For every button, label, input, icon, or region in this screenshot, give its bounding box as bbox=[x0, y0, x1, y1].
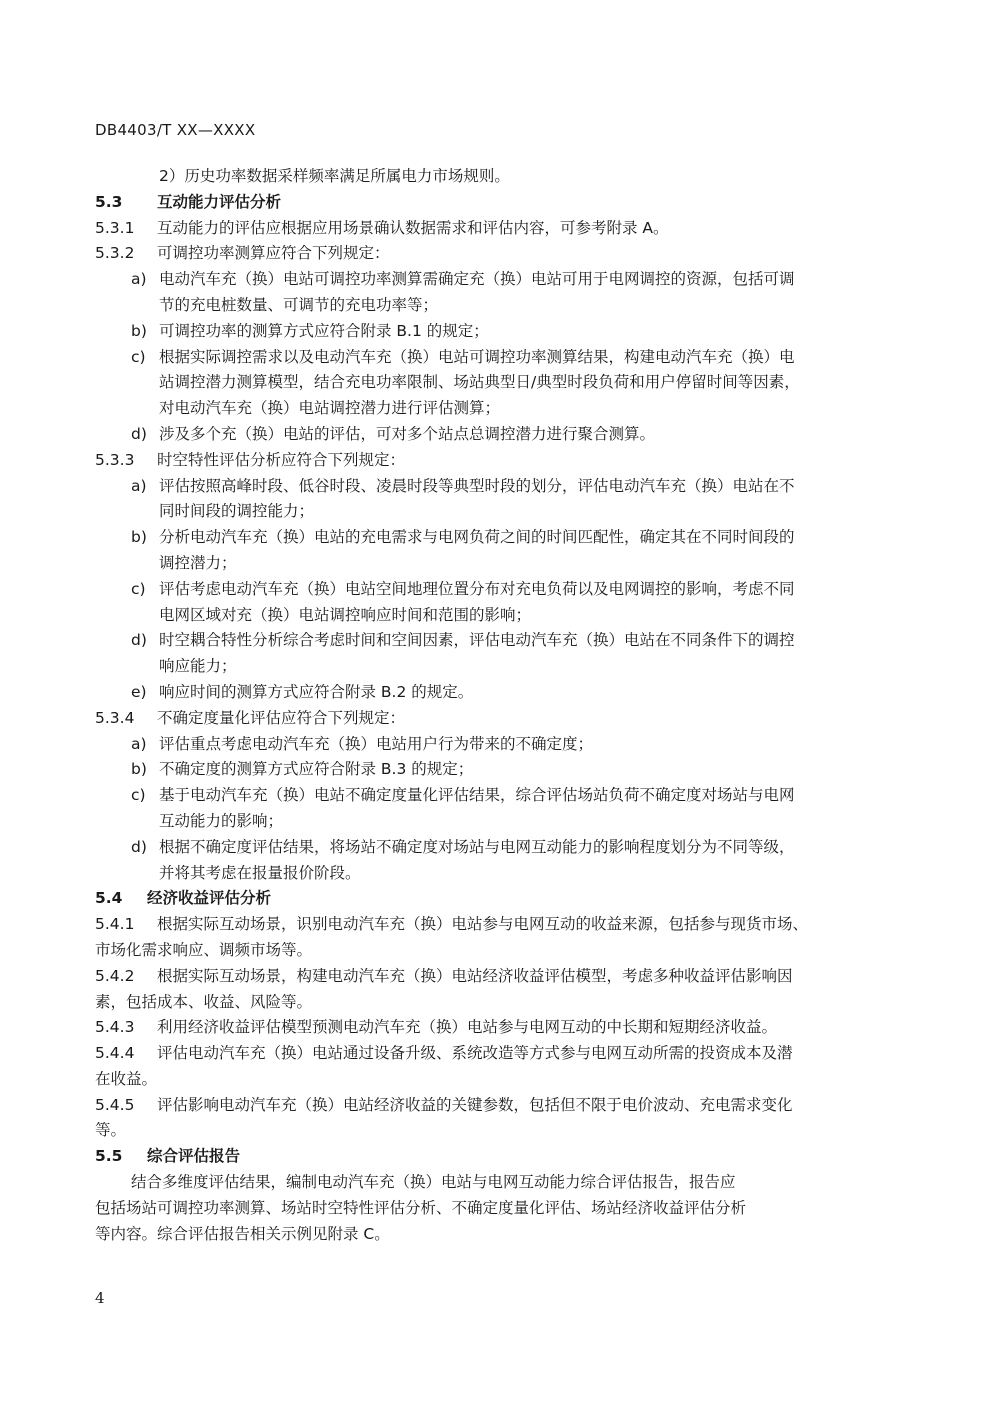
list-text: 分析电动汽车充（换）电站的充电需求与电网负荷之间的时间匹配性，确定其在不同时间段的 bbox=[159, 528, 795, 547]
list-item bbox=[95, 474, 885, 526]
list-label: b) bbox=[131, 321, 147, 340]
list-text: 根据不确定度评估结果，将场站不确定度对场站与电网互动能力的影响程度划分为不同等级， bbox=[159, 837, 795, 856]
list-item bbox=[95, 628, 885, 680]
document-body bbox=[95, 164, 885, 1247]
clause-number: 5.4.5 bbox=[95, 1095, 135, 1114]
list-label: c) bbox=[131, 347, 146, 366]
clause-5-3-2 bbox=[95, 241, 885, 267]
list-label: d) bbox=[131, 424, 147, 443]
list-item bbox=[95, 757, 885, 783]
list-text-cont: 站调控潜力测算模型，结合充电功率限制、场站典型日/典型时段负荷和用户停留时间等因素， bbox=[159, 373, 800, 392]
list-text: 可调控功率的测算方式应符合附录 B.1 的规定； bbox=[159, 321, 489, 340]
section-title: 互动能力评估分析 bbox=[157, 192, 282, 211]
section-5-4-heading bbox=[95, 886, 885, 912]
clause-text: 评估电动汽车充（换）电站通过设备升级、系统改造等方式参与电网互动所需的投资成本及潜 bbox=[157, 1044, 793, 1063]
clause-5-4-4 bbox=[95, 1041, 885, 1067]
list-text: 响应时间的测算方式应符合附录 B.2 的规定。 bbox=[159, 682, 474, 701]
list-label: d) bbox=[131, 837, 147, 856]
clause-5-4-5 bbox=[95, 1093, 885, 1119]
clause-text-cont: 等。 bbox=[95, 1121, 127, 1140]
list-text: 评估重点考虑电动汽车充（换）电站用户行为带来的不确定度； bbox=[159, 734, 594, 753]
page-number: 4 bbox=[95, 1289, 105, 1307]
clause-number: 5.3.3 bbox=[95, 450, 135, 469]
list-text-cont: 同时间段的调控能力； bbox=[159, 502, 315, 521]
clause-text: 可调控功率测算应符合下列规定： bbox=[157, 244, 390, 263]
list-text-cont: 并将其考虑在报量报价阶段。 bbox=[159, 863, 361, 882]
clause-5-4-2 bbox=[95, 964, 885, 990]
clause-text: 根据实际互动场景，构建电动汽车充（换）电站经济收益评估模型，考虑多种收益评估影响因 bbox=[157, 966, 793, 985]
list-item bbox=[95, 835, 885, 887]
list-text-cont: 电网区域对充（换）电站调控响应时间和范围的影响； bbox=[159, 605, 532, 624]
list-label: a) bbox=[131, 270, 147, 289]
clause-number: 5.4.2 bbox=[95, 966, 135, 985]
clause-text-cont: 素，包括成本、收益、风险等。 bbox=[95, 992, 313, 1011]
paragraph-text: 结合多维度评估结果，编制电动汽车充（换）电站与电网互动能力综合评估报告，报告应 bbox=[131, 1173, 736, 1192]
list-item bbox=[95, 680, 885, 706]
list-text: 评估按照高峰时段、低谷时段、凌晨时段等典型时段的划分，评估电动汽车充（换）电站在不 bbox=[159, 476, 795, 495]
paragraph-text-cont: 包括场站可调控功率测算、场站时空特性评估分析、不确定度量化评估、场站经济收益评估分析 bbox=[95, 1198, 747, 1217]
paragraph-text-cont: 等内容。综合评估报告相关示例见附录 C。 bbox=[95, 1224, 390, 1243]
list-text: 涉及多个充（换）电站的评估，可对多个站点总调控潜力进行聚合测算。 bbox=[159, 424, 656, 443]
clause-text: 根据实际互动场景，识别电动汽车充（换）电站参与电网互动的收益来源，包括参与现货市场、 bbox=[157, 915, 809, 934]
list-label: c) bbox=[131, 786, 146, 805]
clause-text: 利用经济收益评估模型预测电动汽车充（换）电站参与电网互动的中长期和短期经济收益。 bbox=[157, 1018, 778, 1037]
list-text: 评估考虑电动汽车充（换）电站空间地理位置分布对充电负荷以及电网调控的影响，考虑不同 bbox=[159, 579, 795, 598]
list-text-cont: 调控潜力； bbox=[159, 553, 237, 572]
list-text: 基于电动汽车充（换）电站不确定度量化评估结果，综合评估场站负荷不确定度对场站与电网 bbox=[159, 786, 795, 805]
list-text: 时空耦合特性分析综合考虑时间和空间因素，评估电动汽车充（换）电站在不同条件下的调控 bbox=[159, 631, 795, 650]
list-text-cont: 节的充电桩数量、可调节的充电功率等； bbox=[159, 295, 439, 314]
list-item bbox=[95, 577, 885, 629]
clause-text: 不确定度量化评估应符合下列规定： bbox=[157, 708, 406, 727]
section-title: 综合评估报告 bbox=[147, 1147, 241, 1166]
clause-number: 5.4.1 bbox=[95, 915, 135, 934]
list-item bbox=[95, 345, 885, 422]
list-text-cont: 对电动汽车充（换）电站调控潜力进行评估测算； bbox=[159, 399, 501, 418]
clause-number: 5.4.4 bbox=[95, 1044, 135, 1063]
section-number: 5.4 bbox=[95, 889, 123, 908]
section-number: 5.5 bbox=[95, 1147, 123, 1166]
list-label: a) bbox=[131, 734, 147, 753]
list-label: c) bbox=[131, 579, 146, 598]
document-code-header: DB4403/T XX—XXXX bbox=[95, 121, 256, 139]
list-item bbox=[95, 783, 885, 835]
clause-number: 5.3.1 bbox=[95, 218, 135, 237]
list-item bbox=[95, 319, 885, 345]
clause-text-cont: 在收益。 bbox=[95, 1069, 158, 1088]
list-label: d) bbox=[131, 631, 147, 650]
list-text-cont: 响应能力； bbox=[159, 657, 237, 676]
clause-number: 5.4.3 bbox=[95, 1018, 135, 1037]
section-title: 经济收益评估分析 bbox=[147, 889, 272, 908]
list-item bbox=[95, 525, 885, 577]
clause-text-cont: 市场化需求响应、调频市场等。 bbox=[95, 940, 313, 959]
section-5-3-heading bbox=[95, 190, 885, 216]
list-label: a) bbox=[131, 476, 147, 495]
list-item-historical-sampling: 2）历史功率数据采样频率满足所属电力市场规则。 bbox=[159, 167, 510, 185]
list-label: b) bbox=[131, 528, 147, 547]
list-text: 电动汽车充（换）电站可调控功率测算需确定充（换）电站可用于电网调控的资源，包括可调 bbox=[159, 270, 795, 289]
list-text: 根据实际调控需求以及电动汽车充（换）电站可调控功率测算结果，构建电动汽车充（换）电 bbox=[159, 347, 795, 366]
list-item bbox=[95, 732, 885, 758]
section-5-5-heading bbox=[95, 1144, 885, 1170]
list-item bbox=[95, 267, 885, 319]
clause-5-3-1 bbox=[95, 216, 885, 242]
list-item bbox=[95, 422, 885, 448]
clause-5-4-1 bbox=[95, 912, 885, 938]
list-label: e) bbox=[131, 682, 147, 701]
list-text-cont: 互动能力的影响； bbox=[159, 811, 284, 830]
clause-text: 时空特性评估分析应符合下列规定： bbox=[157, 450, 406, 469]
clause-5-3-4 bbox=[95, 706, 885, 732]
clause-5-3-3 bbox=[95, 448, 885, 474]
clause-number: 5.3.2 bbox=[95, 244, 135, 263]
clause-text: 评估影响电动汽车充（换）电站经济收益的关键参数，包括但不限于电价波动、充电需求变化 bbox=[157, 1095, 793, 1114]
clause-5-4-3 bbox=[95, 1015, 885, 1041]
section-number: 5.3 bbox=[95, 192, 123, 211]
list-label: b) bbox=[131, 760, 147, 779]
clause-text: 互动能力的评估应根据应用场景确认数据需求和评估内容，可参考附录 A。 bbox=[157, 218, 669, 237]
list-text: 不确定度的测算方式应符合附录 B.3 的规定； bbox=[159, 760, 474, 779]
clause-number: 5.3.4 bbox=[95, 708, 135, 727]
